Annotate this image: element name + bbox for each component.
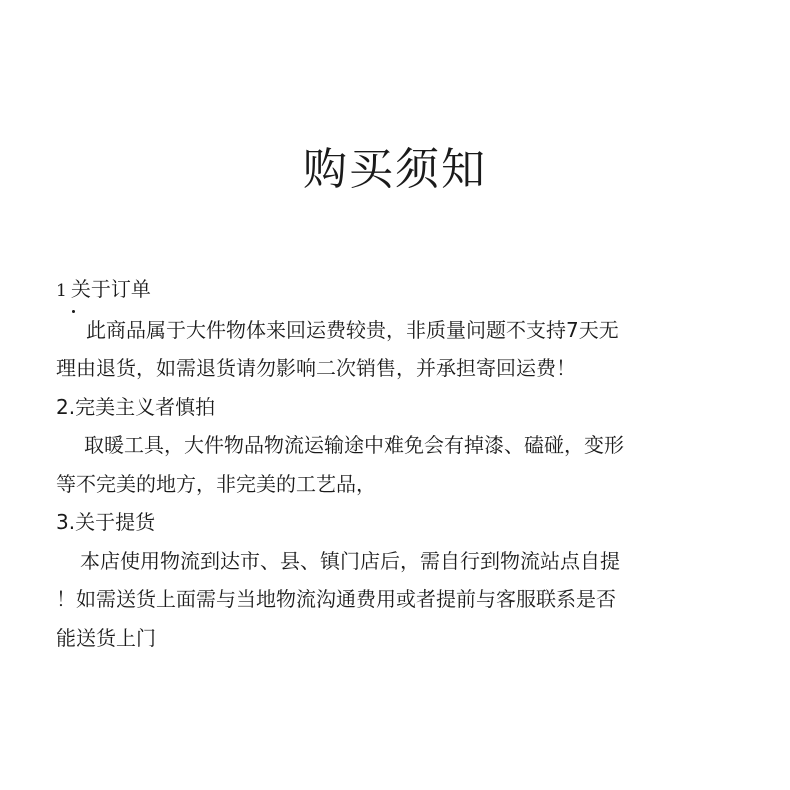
section-3-line-3: 能送货上门 [56,625,156,650]
notice-content [56,270,736,657]
section-3-line-1: 本店使用物流到达市、县、镇门店后，需自行到物流站点自提 [80,548,620,573]
section-3-heading-text: 关于提货 [75,510,156,534]
section-1-number: 1 [56,281,67,301]
section-1-heading-text: 关于订单 [70,277,151,301]
section-2-number: 2. [56,394,76,419]
section-3-heading [56,503,736,542]
section-3-number: 3. [56,510,76,534]
bullet-dot [72,310,75,313]
section-1-line-2: 理由退货，如需退货请勿影响二次销售，并承担寄回运费！ [56,356,576,380]
section-1-heading [56,270,736,311]
page-title: 购买须知 [303,144,487,195]
section-2-heading [56,388,736,427]
section-1-line-1: 此商品属于大件物体来回运费较贵，非质量问题不支持7天无 [86,317,619,342]
section-2-line-2: 等不完美的地方，非完美的工艺品， [56,471,376,496]
section-2-heading-text: 完美主义者慎拍 [75,394,216,419]
section-2-line-1: 取暖工具，大件物品物流运输途中难免会有掉漆、磕碰，变形 [84,433,624,457]
section-3-line-2: ！如需送货上面需与当地物流沟通费用或者提前与客服联系是否 [56,587,616,611]
